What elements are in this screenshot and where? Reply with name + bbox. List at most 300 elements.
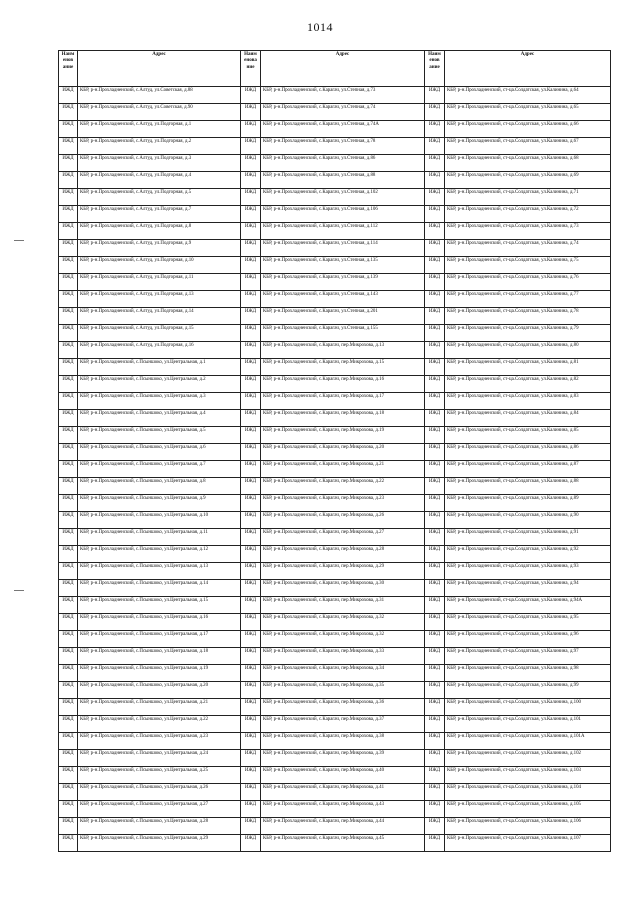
cell-address: КБР, р-н.Прохладненский, с.Псыншоко, ул.Центральная, д.26 <box>78 784 241 801</box>
cell-kind: ИЖД <box>241 376 261 393</box>
cell-kind: ИЖД <box>241 274 261 291</box>
cell-kind: ИЖД <box>241 529 261 546</box>
cell-kind: ИЖД <box>425 223 445 240</box>
cell-kind: ИЖД <box>241 801 261 818</box>
cell-address: КБР, р-н.Прохладненский, с.Карагач, ул.Степная, д.102 <box>261 189 425 206</box>
cell-kind: ИЖД <box>425 529 445 546</box>
cell-kind: ИЖД <box>59 87 78 104</box>
cell-address: КБР, р-н.Прохладненский, ст-ца.Солдатская, ул.Калинина, д.90 <box>445 512 611 529</box>
table-row <box>59 206 611 223</box>
cell-address: КБР, р-н.Прохладненский, с.Псыншоко, ул.Центральная, д.27 <box>78 801 241 818</box>
cell-address: КБР, р-н.Прохладненский, с.Псыншоко, ул.Центральная, д.19 <box>78 665 241 682</box>
cell-kind: ИЖД <box>59 478 78 495</box>
cell-address: КБР, р-н.Прохладненский, с.Алтуд, ул.Подгорная, д.9 <box>78 240 241 257</box>
cell-address: КБР, р-н.Прохладненский, с.Псыншоко, ул.Центральная, д.14 <box>78 580 241 597</box>
cell-kind: ИЖД <box>425 138 445 155</box>
table-row <box>59 699 611 716</box>
cell-kind: ИЖД <box>425 835 445 852</box>
cell-kind: ИЖД <box>425 512 445 529</box>
page-number: 1014 <box>307 20 333 34</box>
cell-kind: ИЖД <box>241 546 261 563</box>
cell-address: КБР, р-н.Прохладненский, ст-ца.Солдатская, ул.Калинина, д.89 <box>445 495 611 512</box>
cell-address: КБР, р-н.Прохладненский, с.Псыншоко, ул.Центральная, д.20 <box>78 682 241 699</box>
cell-address: КБР, р-н.Прохладненский, с.Карагач, пер.Микрохова, д.18 <box>261 410 425 427</box>
cell-kind: ИЖД <box>241 767 261 784</box>
cell-address: КБР, р-н.Прохладненский, с.Карагач, пер.Микрохова, д.27 <box>261 529 425 546</box>
cell-address: КБР, р-н.Прохладненский, с.Карагач, ул.Степная, д.86 <box>261 155 425 172</box>
cell-kind: ИЖД <box>425 546 445 563</box>
cell-address: КБР, р-н.Прохладненский, с.Карагач, ул.Степная, д.155 <box>261 325 425 342</box>
cell-address: КБР, р-н.Прохладненский, ст-ца.Солдатская, ул.Калинина, д.88 <box>445 478 611 495</box>
cell-kind: ИЖД <box>59 529 78 546</box>
cell-address: КБР, р-н.Прохладненский, ст-ца.Солдатская, ул.Калинина, д.91 <box>445 529 611 546</box>
cell-address: КБР, р-н.Прохладненский, с.Алтуд, ул.Подгорная, д.16 <box>78 342 241 359</box>
cell-address: КБР, р-н.Прохладненский, с.Псыншоко, ул.Центральная, д.18 <box>78 648 241 665</box>
cell-kind: ИЖД <box>59 291 78 308</box>
cell-address: КБР, р-н.Прохладненский, ст-ца.Солдатская, ул.Калинина, д.107 <box>445 835 611 852</box>
cell-kind: ИЖД <box>59 155 78 172</box>
cell-kind: ИЖД <box>241 750 261 767</box>
cell-address: КБР, р-н.Прохладненский, ст-ца.Солдатская, ул.Калинина, д.84 <box>445 410 611 427</box>
cell-address: КБР, р-н.Прохладненский, с.Карагач, ул.Степная, д.114 <box>261 240 425 257</box>
cell-kind: ИЖД <box>241 682 261 699</box>
cell-kind: ИЖД <box>425 121 445 138</box>
cell-kind: ИЖД <box>241 648 261 665</box>
cell-address: КБР, р-н.Прохладненский, с.Карагач, ул.Степная, д.78 <box>261 138 425 155</box>
cell-kind: ИЖД <box>59 665 78 682</box>
cell-kind: ИЖД <box>241 614 261 631</box>
cell-kind: ИЖД <box>241 818 261 835</box>
table-row <box>59 155 611 172</box>
cell-kind: ИЖД <box>425 716 445 733</box>
cell-address: КБР, р-н.Прохладненский, с.Псыншоко, ул.Центральная, д.3 <box>78 393 241 410</box>
cell-kind: ИЖД <box>425 274 445 291</box>
scan-margin-mark <box>14 590 24 591</box>
cell-kind: ИЖД <box>59 274 78 291</box>
cell-address: КБР, р-н.Прохладненский, ст-ца.Солдатская, ул.Калинина, д.83 <box>445 393 611 410</box>
cell-address: КБР, р-н.Прохладненский, с.Карагач, пер.Микрохова, д.43 <box>261 801 425 818</box>
table-row <box>59 393 611 410</box>
cell-address: КБР, р-н.Прохладненский, ст-ца.Солдатская, ул.Калинина, д.73 <box>445 223 611 240</box>
cell-kind: ИЖД <box>425 291 445 308</box>
cell-address: КБР, р-н.Прохладненский, с.Карагач, ул.Степная, д.106 <box>261 206 425 223</box>
cell-address: КБР, р-н.Прохладненский, с.Карагач, пер.Микрохова, д.35 <box>261 682 425 699</box>
cell-address: КБР, р-н.Прохладненский, с.Алтуд, ул.Подгорная, д.4 <box>78 172 241 189</box>
cell-address: КБР, р-н.Прохладненский, с.Алтуд, ул.Подгорная, д.14 <box>78 308 241 325</box>
cell-kind: ИЖД <box>241 461 261 478</box>
cell-kind: ИЖД <box>425 733 445 750</box>
cell-address: КБР, р-н.Прохладненский, с.Карагач, ул.Степная, д.74А <box>261 121 425 138</box>
cell-kind: ИЖД <box>241 359 261 376</box>
cell-kind: ИЖД <box>59 257 78 274</box>
cell-address: КБР, р-н.Прохладненский, с.Карагач, ул.Степная, д.88 <box>261 172 425 189</box>
cell-address: КБР, р-н.Прохладненский, с.Карагач, пер.Микрохова, д.39 <box>261 750 425 767</box>
cell-kind: ИЖД <box>59 189 78 206</box>
cell-address: КБР, р-н.Прохладненский, с.Карагач, ул.Степная, д.201 <box>261 308 425 325</box>
table-row <box>59 801 611 818</box>
cell-address: КБР, р-н.Прохладненский, с.Алтуд, ул.Подгорная, д.7 <box>78 206 241 223</box>
cell-kind: ИЖД <box>241 784 261 801</box>
cell-kind: ИЖД <box>59 308 78 325</box>
table-row <box>59 427 611 444</box>
cell-address: КБР, р-н.Прохладненский, ст-ца.Солдатская, ул.Калинина, д.96 <box>445 631 611 648</box>
cell-address: КБР, р-н.Прохладненский, с.Карагач, пер.Микрохова, д.40 <box>261 767 425 784</box>
cell-address: КБР, р-н.Прохладненский, с.Алтуд, ул.Подгорная, д.3 <box>78 155 241 172</box>
cell-kind: ИЖД <box>425 665 445 682</box>
cell-kind: ИЖД <box>425 189 445 206</box>
cell-address: КБР, р-н.Прохладненский, с.Алтуд, ул.Подгорная, д.15 <box>78 325 241 342</box>
column-header-kind: Наим енов ание <box>59 51 78 87</box>
table-row <box>59 563 611 580</box>
address-registry-table <box>58 50 611 852</box>
cell-kind: ИЖД <box>59 359 78 376</box>
cell-kind: ИЖД <box>241 325 261 342</box>
table-row <box>59 648 611 665</box>
cell-kind: ИЖД <box>425 325 445 342</box>
cell-address: КБР, р-н.Прохладненский, ст-ца.Солдатская, ул.Калинина, д.86 <box>445 444 611 461</box>
cell-address: КБР, р-н.Прохладненский, с.Псыншоко, ул.Центральная, д.1 <box>78 359 241 376</box>
cell-kind: ИЖД <box>241 342 261 359</box>
cell-kind: ИЖД <box>59 223 78 240</box>
cell-address: КБР, р-н.Прохладненский, с.Псыншоко, ул.Центральная, д.2 <box>78 376 241 393</box>
table-row <box>59 733 611 750</box>
cell-kind: ИЖД <box>59 597 78 614</box>
cell-address: КБР, р-н.Прохладненский, с.Карагач, пер.Микрохова, д.28 <box>261 546 425 563</box>
cell-kind: ИЖД <box>59 376 78 393</box>
cell-address: КБР, р-н.Прохладненский, с.Карагач, пер.Микрохова, д.34 <box>261 665 425 682</box>
cell-address: КБР, р-н.Прохладненский, ст-ца.Солдатская, ул.Калинина, д.98 <box>445 665 611 682</box>
header-row <box>59 51 611 87</box>
table-row <box>59 631 611 648</box>
cell-kind: ИЖД <box>425 410 445 427</box>
table-row <box>59 138 611 155</box>
scan-margin-mark <box>14 240 24 241</box>
cell-address: КБР, р-н.Прохладненский, ст-ца.Солдатская, ул.Калинина, д.92 <box>445 546 611 563</box>
column-header-kind: Наим енов ание <box>425 51 445 87</box>
table-row <box>59 121 611 138</box>
cell-kind: ИЖД <box>59 342 78 359</box>
cell-kind: ИЖД <box>241 478 261 495</box>
cell-address: КБР, р-н.Прохладненский, ст-ца.Солдатская, ул.Калинина, д.68 <box>445 155 611 172</box>
cell-address: КБР, р-н.Прохладненский, с.Карагач, пер.Микрохова, д.41 <box>261 784 425 801</box>
table-row <box>59 291 611 308</box>
cell-kind: ИЖД <box>59 767 78 784</box>
cell-address: КБР, р-н.Прохладненский, с.Алтуд, ул.Подгорная, д.13 <box>78 291 241 308</box>
cell-kind: ИЖД <box>59 410 78 427</box>
cell-kind: ИЖД <box>241 308 261 325</box>
cell-kind: ИЖД <box>425 750 445 767</box>
cell-kind: ИЖД <box>59 427 78 444</box>
table-row <box>59 682 611 699</box>
cell-kind: ИЖД <box>241 257 261 274</box>
table-row <box>59 257 611 274</box>
cell-kind: ИЖД <box>59 121 78 138</box>
cell-address: КБР, р-н.Прохладненский, с.Псыншоко, ул.Центральная, д.29 <box>78 835 241 852</box>
cell-kind: ИЖД <box>241 597 261 614</box>
cell-kind: ИЖД <box>425 580 445 597</box>
cell-address: КБР, р-н.Прохладненский, с.Псыншоко, ул.Центральная, д.15 <box>78 597 241 614</box>
cell-kind: ИЖД <box>59 240 78 257</box>
cell-address: КБР, р-н.Прохладненский, с.Карагач, пер.Микрохова, д.29 <box>261 563 425 580</box>
table-row <box>59 750 611 767</box>
cell-kind: ИЖД <box>59 393 78 410</box>
table-row <box>59 240 611 257</box>
cell-kind: ИЖД <box>241 444 261 461</box>
cell-address: КБР, р-н.Прохладненский, с.Алтуд, ул.Подгорная, д.2 <box>78 138 241 155</box>
cell-address: КБР, р-н.Прохладненский, с.Псыншоко, ул.Центральная, д.13 <box>78 563 241 580</box>
cell-kind: ИЖД <box>59 325 78 342</box>
cell-kind: ИЖД <box>425 240 445 257</box>
cell-address: КБР, р-н.Прохладненский, с.Псыншоко, ул.Центральная, д.22 <box>78 716 241 733</box>
cell-kind: ИЖД <box>425 444 445 461</box>
cell-kind: ИЖД <box>241 733 261 750</box>
cell-address: КБР, р-н.Прохладненский, с.Алтуд, ул.Подгорная, д.5 <box>78 189 241 206</box>
cell-kind: ИЖД <box>241 121 261 138</box>
table-body <box>59 87 611 852</box>
table-row <box>59 410 611 427</box>
cell-kind: ИЖД <box>59 172 78 189</box>
cell-address: КБР, р-н.Прохладненский, с.Карагач, пер.Микрохова, д.32 <box>261 631 425 648</box>
cell-kind: ИЖД <box>59 835 78 852</box>
cell-kind: ИЖД <box>425 818 445 835</box>
table-row <box>59 359 611 376</box>
cell-kind: ИЖД <box>241 138 261 155</box>
table-row <box>59 274 611 291</box>
cell-kind: ИЖД <box>241 699 261 716</box>
cell-address: КБР, р-н.Прохладненский, с.Карагач, пер.Микрохова, д.23 <box>261 495 425 512</box>
cell-address: КБР, р-н.Прохладненский, с.Карагач, ул.Степная, д.135 <box>261 257 425 274</box>
cell-kind: ИЖД <box>59 631 78 648</box>
cell-kind: ИЖД <box>241 223 261 240</box>
cell-address: КБР, р-н.Прохладненский, с.Псыншоко, ул.Центральная, д.10 <box>78 512 241 529</box>
cell-address: КБР, р-н.Прохладненский, с.Карагач, пер.Микрохова, д.13 <box>261 342 425 359</box>
cell-kind: ИЖД <box>425 631 445 648</box>
cell-address: КБР, р-н.Прохладненский, с.Карагач, пер.Микрохова, д.32 <box>261 614 425 631</box>
cell-kind: ИЖД <box>59 138 78 155</box>
cell-kind: ИЖД <box>425 427 445 444</box>
table-row <box>59 495 611 512</box>
cell-kind: ИЖД <box>425 495 445 512</box>
table-row <box>59 444 611 461</box>
cell-address: КБР, р-н.Прохладненский, с.Псыншоко, ул.Центральная, д.16 <box>78 614 241 631</box>
column-header-address: Адрес <box>261 51 425 87</box>
cell-address: КБР, р-н.Прохладненский, с.Псыншоко, ул.Центральная, д.11 <box>78 529 241 546</box>
cell-kind: ИЖД <box>425 104 445 121</box>
cell-address: КБР, р-н.Прохладненский, ст-ца.Солдатская, ул.Калинина, д.94А <box>445 597 611 614</box>
cell-address: КБР, р-н.Прохладненский, ст-ца.Солдатская, ул.Калинина, д.101А <box>445 733 611 750</box>
table-row <box>59 818 611 835</box>
column-header-address: Адрес <box>445 51 611 87</box>
cell-address: КБР, р-н.Прохладненский, ст-ца.Солдатская, ул.Калинина, д.71 <box>445 189 611 206</box>
cell-kind: ИЖД <box>425 801 445 818</box>
cell-address: КБР, р-н.Прохладненский, с.Псыншоко, ул.Центральная, д.25 <box>78 767 241 784</box>
cell-address: КБР, р-н.Прохладненский, с.Алтуд, ул.Подгорная, д.10 <box>78 257 241 274</box>
cell-address: КБР, р-н.Прохладненский, с.Карагач, пер.Микрохова, д.21 <box>261 461 425 478</box>
cell-kind: ИЖД <box>59 495 78 512</box>
cell-address: КБР, р-н.Прохладненский, ст-ца.Солдатская, ул.Калинина, д.94 <box>445 580 611 597</box>
cell-address: КБР, р-н.Прохладненский, с.Карагач, пер.Микрохова, д.15 <box>261 359 425 376</box>
cell-kind: ИЖД <box>425 376 445 393</box>
cell-address: КБР, р-н.Прохладненский, ст-ца.Солдатская, ул.Калинина, д.105 <box>445 801 611 818</box>
cell-address: КБР, р-н.Прохладненский, с.Карагач, ул.Степная, д.73 <box>261 87 425 104</box>
cell-kind: ИЖД <box>59 580 78 597</box>
cell-kind: ИЖД <box>59 784 78 801</box>
cell-kind: ИЖД <box>425 257 445 274</box>
cell-kind: ИЖД <box>241 206 261 223</box>
cell-address: КБР, р-н.Прохладненский, с.Карагач, пер.Микрохова, д.44 <box>261 818 425 835</box>
cell-kind: ИЖД <box>59 682 78 699</box>
cell-kind: ИЖД <box>425 648 445 665</box>
table-row <box>59 512 611 529</box>
cell-address: КБР, р-н.Прохладненский, с.Псыншоко, ул.Центральная, д.12 <box>78 546 241 563</box>
cell-address: КБР, р-н.Прохладненский, с.Псыншоко, ул.Центральная, д.21 <box>78 699 241 716</box>
cell-address: КБР, р-н.Прохладненский, с.Карагач, пер.Микрохова, д.38 <box>261 733 425 750</box>
cell-kind: ИЖД <box>59 206 78 223</box>
cell-kind: ИЖД <box>241 172 261 189</box>
cell-kind: ИЖД <box>59 716 78 733</box>
cell-address: КБР, р-н.Прохладненский, ст-ца.Солдатская, ул.Калинина, д.87 <box>445 461 611 478</box>
cell-address: КБР, р-н.Прохладненский, с.Карагач, пер.Микрохова, д.30 <box>261 580 425 597</box>
cell-address: КБР, р-н.Прохладненский, ст-ца.Солдатская, ул.Калинина, д.69 <box>445 172 611 189</box>
cell-address: КБР, р-н.Прохладненский, с.Карагач, пер.Микрохова, д.26 <box>261 512 425 529</box>
table-row <box>59 529 611 546</box>
table-row <box>59 767 611 784</box>
cell-address: КБР, р-н.Прохладненский, с.Псыншоко, ул.Центральная, д.4 <box>78 410 241 427</box>
table-row <box>59 784 611 801</box>
cell-kind: ИЖД <box>241 155 261 172</box>
column-header-kind: Наим енова ние <box>241 51 261 87</box>
table-row <box>59 580 611 597</box>
cell-address: КБР, р-н.Прохладненский, ст-ца.Солдатская, ул.Калинина, д.77 <box>445 291 611 308</box>
cell-address: КБР, р-н.Прохладненский, с.Карагач, пер.Микрохова, д.31 <box>261 597 425 614</box>
table-row <box>59 835 611 852</box>
cell-address: КБР, р-н.Прохладненский, с.Карагач, ул.Степная, д.112 <box>261 223 425 240</box>
cell-address: КБР, р-н.Прохладненский, с.Псыншоко, ул.Центральная, д.28 <box>78 818 241 835</box>
cell-kind: ИЖД <box>425 87 445 104</box>
cell-kind: ИЖД <box>241 512 261 529</box>
table-row <box>59 376 611 393</box>
cell-address: КБР, р-н.Прохладненский, с.Псыншоко, ул.Центральная, д.24 <box>78 750 241 767</box>
table-row <box>59 325 611 342</box>
table-row <box>59 614 611 631</box>
table-row <box>59 665 611 682</box>
cell-kind: ИЖД <box>59 648 78 665</box>
cell-address: КБР, р-н.Прохладненский, ст-ца.Солдатская, ул.Калинина, д.72 <box>445 206 611 223</box>
cell-kind: ИЖД <box>241 495 261 512</box>
cell-address: КБР, р-н.Прохладненский, с.Псыншоко, ул.Центральная, д.23 <box>78 733 241 750</box>
cell-address: КБР, р-н.Прохладненский, с.Псыншоко, ул.Центральная, д.5 <box>78 427 241 444</box>
table-row <box>59 104 611 121</box>
cell-address: КБР, р-н.Прохладненский, ст-ца.Солдатская, ул.Калинина, д.65 <box>445 104 611 121</box>
cell-kind: ИЖД <box>59 512 78 529</box>
cell-kind: ИЖД <box>59 461 78 478</box>
cell-address: КБР, р-н.Прохладненский, ст-ца.Солдатская, ул.Калинина, д.76 <box>445 274 611 291</box>
cell-address: КБР, р-н.Прохладненский, с.Псыншоко, ул.Центральная, д.17 <box>78 631 241 648</box>
cell-kind: ИЖД <box>241 835 261 852</box>
cell-address: КБР, р-н.Прохладненский, с.Псыншоко, ул.Центральная, д.6 <box>78 444 241 461</box>
cell-kind: ИЖД <box>59 733 78 750</box>
cell-address: КБР, р-н.Прохладненский, с.Алтуд, ул.Советская, д.88 <box>78 87 241 104</box>
cell-kind: ИЖД <box>425 563 445 580</box>
cell-address: КБР, р-н.Прохладненский, с.Карагач, пер.Микрохова, д.45 <box>261 835 425 852</box>
cell-kind: ИЖД <box>59 699 78 716</box>
cell-kind: ИЖД <box>425 308 445 325</box>
cell-kind: ИЖД <box>59 546 78 563</box>
table-row <box>59 597 611 614</box>
cell-address: КБР, р-н.Прохладненский, с.Карагач, пер.Микрохова, д.16 <box>261 376 425 393</box>
cell-address: КБР, р-н.Прохладненский, ст-ца.Солдатская, ул.Калинина, д.103 <box>445 767 611 784</box>
cell-address: КБР, р-н.Прохладненский, ст-ца.Солдатская, ул.Калинина, д.93 <box>445 563 611 580</box>
cell-kind: ИЖД <box>425 767 445 784</box>
cell-address: КБР, р-н.Прохладненский, с.Алтуд, ул.Подгорная, д.8 <box>78 223 241 240</box>
cell-address: КБР, р-н.Прохладненский, с.Псыншоко, ул.Центральная, д.8 <box>78 478 241 495</box>
cell-kind: ИЖД <box>425 478 445 495</box>
cell-address: КБР, р-н.Прохладненский, с.Карагач, ул.Степная, д.74 <box>261 104 425 121</box>
cell-kind: ИЖД <box>425 682 445 699</box>
cell-address: КБР, р-н.Прохладненский, ст-ца.Солдатская, ул.Калинина, д.100 <box>445 699 611 716</box>
cell-address: КБР, р-н.Прохладненский, ст-ца.Солдатская, ул.Калинина, д.95 <box>445 614 611 631</box>
cell-kind: ИЖД <box>241 104 261 121</box>
cell-address: КБР, р-н.Прохладненский, с.Карагач, пер.Микрохова, д.17 <box>261 393 425 410</box>
cell-kind: ИЖД <box>425 393 445 410</box>
cell-kind: ИЖД <box>241 580 261 597</box>
cell-kind: ИЖД <box>425 614 445 631</box>
cell-address: КБР, р-н.Прохладненский, ст-ца.Солдатская, ул.Калинина, д.79 <box>445 325 611 342</box>
cell-address: КБР, р-н.Прохладненский, ст-ца.Солдатская, ул.Калинина, д.78 <box>445 308 611 325</box>
table-row <box>59 546 611 563</box>
cell-address: КБР, р-н.Прохладненский, с.Карагач, пер.Микрохова, д.19 <box>261 427 425 444</box>
cell-kind: ИЖД <box>425 461 445 478</box>
cell-address: КБР, р-н.Прохладненский, с.Карагач, пер.Микрохова, д.20 <box>261 444 425 461</box>
cell-kind: ИЖД <box>425 597 445 614</box>
cell-address: КБР, р-н.Прохладненский, ст-ца.Солдатская, ул.Калинина, д.74 <box>445 240 611 257</box>
cell-kind: ИЖД <box>241 189 261 206</box>
cell-kind: ИЖД <box>241 665 261 682</box>
cell-address: КБР, р-н.Прохладненский, с.Алтуд, ул.Подгорная, д.11 <box>78 274 241 291</box>
cell-address: КБР, р-н.Прохладненский, с.Карагач, ул.Степная, д.139 <box>261 274 425 291</box>
cell-address: КБР, р-н.Прохладненский, ст-ца.Солдатская, ул.Калинина, д.99 <box>445 682 611 699</box>
cell-address: КБР, р-н.Прохладненский, с.Алтуд, ул.Советская, д.90 <box>78 104 241 121</box>
cell-kind: ИЖД <box>241 410 261 427</box>
cell-address: КБР, р-н.Прохладненский, ст-ца.Солдатская, ул.Калинина, д.81 <box>445 359 611 376</box>
cell-kind: ИЖД <box>425 155 445 172</box>
cell-kind: ИЖД <box>241 716 261 733</box>
cell-address: КБР, р-н.Прохладненский, ст-ца.Солдатская, ул.Калинина, д.75 <box>445 257 611 274</box>
cell-address: КБР, р-н.Прохладненский, с.Псыншоко, ул.Центральная, д.7 <box>78 461 241 478</box>
cell-kind: ИЖД <box>59 818 78 835</box>
cell-kind: ИЖД <box>425 359 445 376</box>
cell-address: КБР, р-н.Прохладненский, с.Алтуд, ул.Подгорная, д.1 <box>78 121 241 138</box>
cell-address: КБР, р-н.Прохладненский, ст-ца.Солдатская, ул.Калинина, д.101 <box>445 716 611 733</box>
cell-kind: ИЖД <box>241 631 261 648</box>
cell-kind: ИЖД <box>241 427 261 444</box>
cell-address: КБР, р-н.Прохладненский, ст-ца.Солдатская, ул.Калинина, д.85 <box>445 427 611 444</box>
cell-address: КБР, р-н.Прохладненский, с.Карагач, пер.Микрохова, д.33 <box>261 648 425 665</box>
cell-address: КБР, р-н.Прохладненский, с.Карагач, пер.Микрохова, д.22 <box>261 478 425 495</box>
cell-address: КБР, р-н.Прохладненский, с.Карагач, ул.Степная, д.143 <box>261 291 425 308</box>
cell-kind: ИЖД <box>241 291 261 308</box>
cell-address: КБР, р-н.Прохладненский, ст-ца.Солдатская, ул.Калинина, д.82 <box>445 376 611 393</box>
table-row <box>59 87 611 104</box>
cell-kind: ИЖД <box>425 172 445 189</box>
cell-kind: ИЖД <box>425 784 445 801</box>
cell-kind: ИЖД <box>425 699 445 716</box>
column-header-address: Адрес <box>78 51 241 87</box>
cell-kind: ИЖД <box>59 801 78 818</box>
table-row <box>59 172 611 189</box>
cell-kind: ИЖД <box>241 87 261 104</box>
table-row <box>59 308 611 325</box>
